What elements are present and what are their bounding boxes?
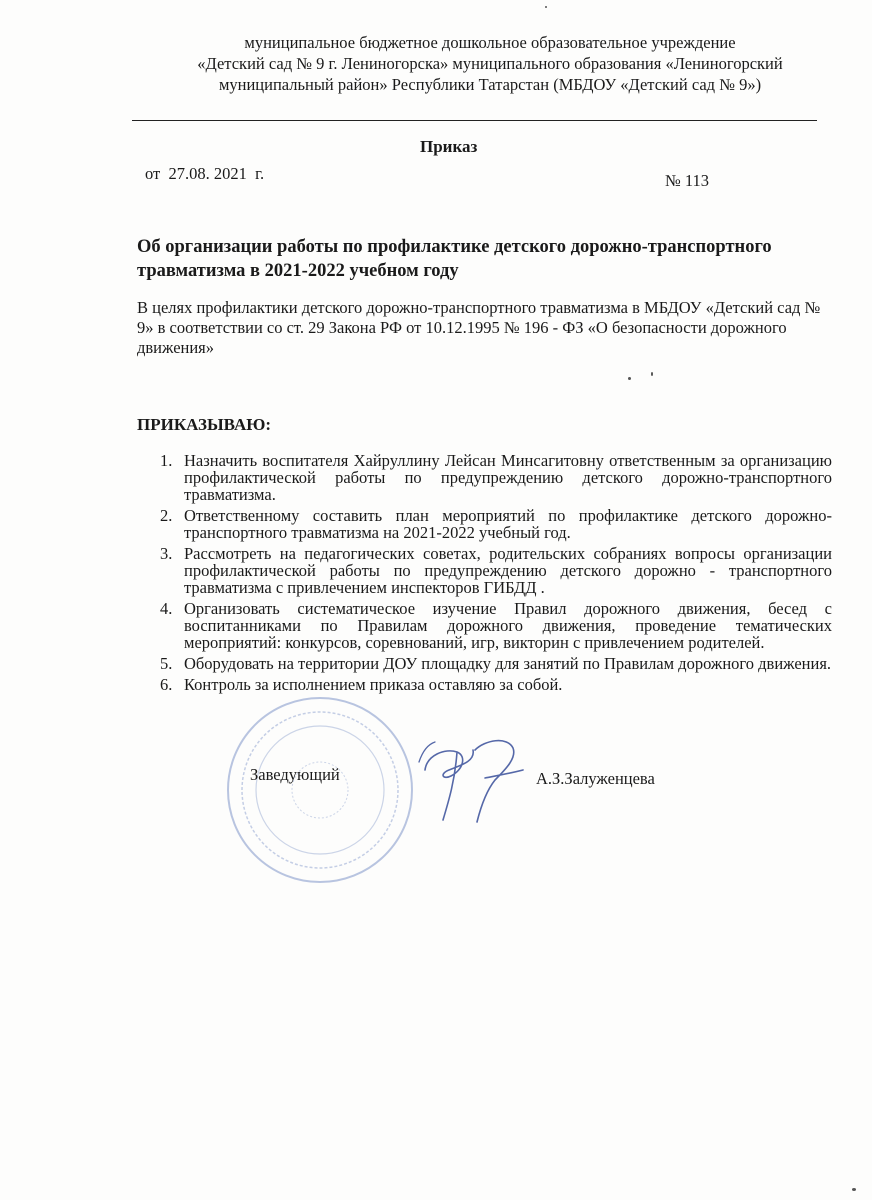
organization-header — [150, 32, 830, 95]
scan-speck — [545, 6, 547, 8]
preamble-paragraph: В целях профилактики детского дорожно-транспортного травматизма в МБДОУ «Детский сад № 9» в соответствии со ст. 29 Закона РФ от 10.12.1995 № 196 - ФЗ «О безопасности дорожного движения» — [137, 298, 821, 357]
header-divider — [132, 120, 817, 121]
scan-speck — [628, 377, 631, 380]
item-number: 5. — [160, 654, 173, 673]
signature-block — [0, 765, 872, 805]
list-item — [150, 452, 832, 503]
item-number: 4. — [160, 599, 173, 618]
list-item — [150, 600, 832, 651]
document-number: № 113 — [665, 171, 710, 190]
order-items-list — [150, 452, 832, 697]
item-text: Ответственному составить план мероприятий по профилактике детского дорожно-транспортного травматизма на 2021-2022 учебный год. — [184, 506, 832, 542]
item-number: 3. — [160, 544, 173, 563]
item-text: Оборудовать на территории ДОУ площадку для занятий по Правилам дорожного движения. — [184, 654, 832, 673]
item-number: 6. — [160, 675, 173, 694]
subject-line-2: травматизма в 2021-2022 учебном году — [137, 261, 459, 281]
subject-line-1: Об организации работы по профилактике детского дорожно-транспортного — [137, 237, 772, 257]
document-subject — [137, 235, 837, 283]
header-line-3: муниципальный район» Республики Татарстан (МБДОУ «Детский сад № 9») — [218, 75, 762, 94]
item-number: 1. — [160, 451, 173, 470]
list-item — [150, 545, 832, 596]
order-heading: ПРИКАЗЫВАЮ: — [137, 415, 272, 434]
item-text: Рассмотреть на педагогических советах, родительских собраниях вопросы организации профилактической работы по предупреждению детского дорожно - транспортного травматизма с привлечением инспекторов ГИБДД . — [184, 544, 832, 597]
document-date: от 27.08. 2021 г. — [145, 164, 265, 183]
signer-position: Заведующий — [250, 765, 340, 784]
item-text: Назначить воспитателя Хайруллину Лейсан Минсагитовну ответственным за организацию профилактической работы по предупреждению детского дорожно-транспортного травматизма. — [184, 451, 832, 504]
item-text: Организовать систематическое изучение Правил дорожного движения, бесед с воспитанниками по Правилам дорожного движения, проведение тематических мероприятий: конкурсов, соревнований, игр, викторин с привлечением родителей. — [184, 599, 832, 652]
scan-speck — [852, 1188, 856, 1191]
item-number: 2. — [160, 506, 173, 525]
list-item — [150, 655, 832, 672]
signature-stroke-3 — [419, 742, 435, 762]
list-item — [150, 507, 832, 541]
header-line-1: муниципальное бюджетное дошкольное образовательное учреждение — [244, 33, 736, 52]
scan-speck — [651, 372, 653, 376]
signer-name: А.З.Залуженцева — [536, 769, 655, 788]
item-text: Контроль за исполнением приказа оставляю за собой. — [184, 675, 563, 694]
document-type-title: Приказ — [420, 137, 478, 156]
header-line-2: «Детский сад № 9 г. Лениногорска» муниципального образования «Лениногорский — [197, 54, 783, 73]
